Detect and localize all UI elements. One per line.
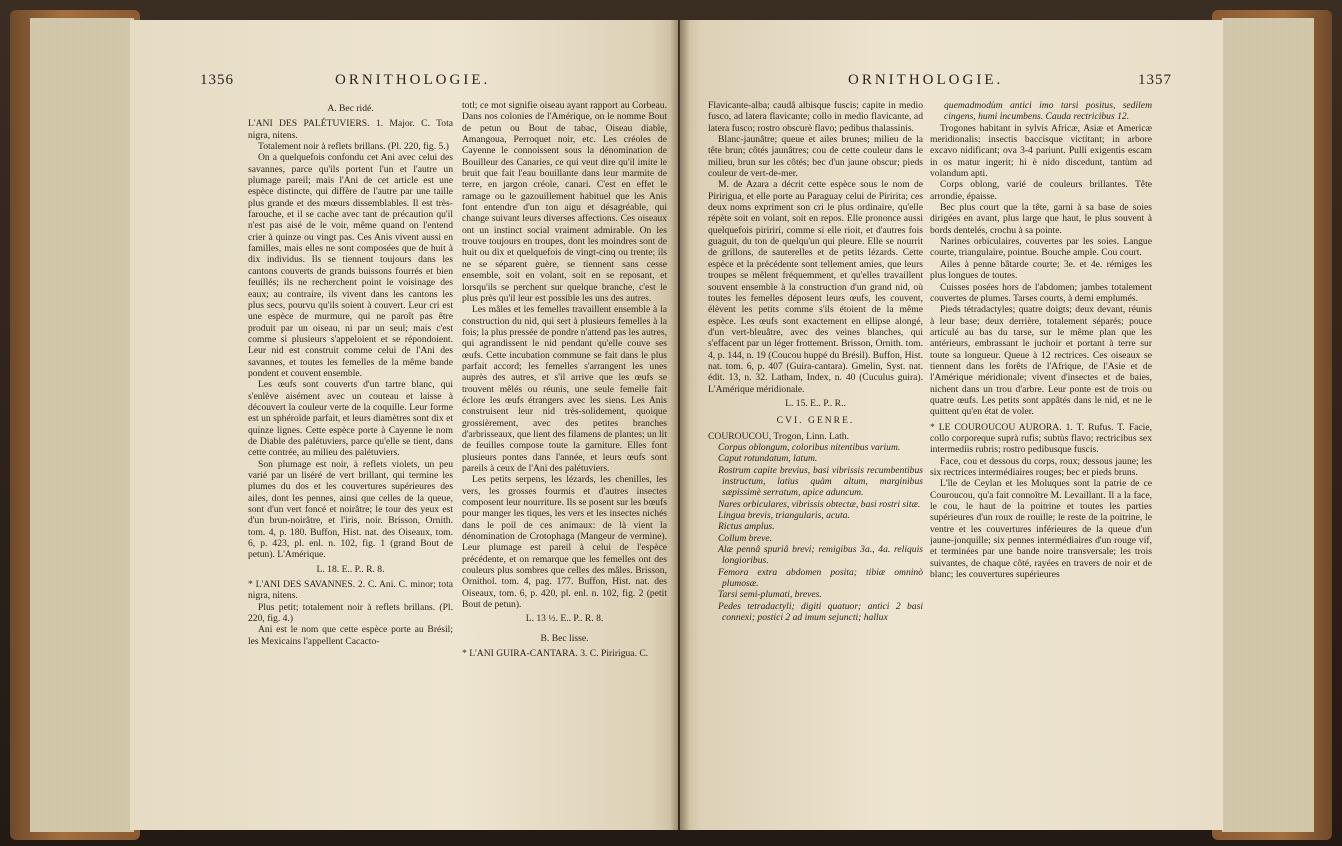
paragraph: Corps oblong, varié de couleurs brillantes. Tête arrondie, épaisse.: [930, 179, 1152, 202]
entry-couroucou-aurora: * LE COUROUCOU AURORA. 1. T. Rufus. T. Facie, collo corporeque suprà rufis; subtùs flavo; rectricibus sex intermediis rubris; rostro pedibusque fuscis.: [930, 421, 1152, 456]
paragraph: Son plumage est noir, à reflets violets, un peu varié par un liséré de vert brillant, qui termine les plumes du dos et les couvertures supérieures des ailes, dont les pennes, ainsi que celles de la queue, sont d'un vert foncé et noirâtre; le tour des yeux est d'un brun-noirâtre, et l'iris, noir. Brisson, Ornith. tom. 4, p. 180. Buffon, Hist. nat. des Oiseaux, tom. 6, p. 423, pl. enl. n. 102, fig. 1 (grand Bout de petun). L'Amérique.: [248, 458, 453, 561]
paragraph: Les œufs sont couverts d'un tartre blanc, qui s'enlève aisément avec un couteau et laisse à découvert la couleur verte de la coquille. Leur forme est un sphéroïde parfait, et leurs diamètres sont dix et quinze lignes. Cette espèce porte à Cayenne le nom de Diable des palétuviers, parce qu'elle se tient, dans cette contrée, au milieu des palétuviers.: [248, 379, 453, 459]
subsection-heading: B. Bec lisse.: [540, 632, 589, 644]
paragraph: Totalement noir à reflets brillans. (Pl. 220, fig. 5.): [258, 141, 449, 153]
left-running-title: ORNITHOLOGIE.: [335, 72, 491, 88]
paragraph: Plus petit; totalement noir à reflets brillans. (Pl. 220, fig. 4.): [248, 601, 453, 625]
right-page-header: [680, 72, 1223, 94]
latin-line: Femora extra abdomen posita; tibiæ omninò plumosæ.: [718, 566, 923, 590]
latin-line: Lingua brevis, triangularis, acuta.: [718, 510, 850, 522]
right-running-title: ORNITHOLOGIE.: [848, 72, 1004, 88]
locality-code: L. 15. E.. P.. R..: [785, 397, 846, 409]
paragraph: Ani est le nom que cette espèce porte au Brésil; les Mexicains l'appellent Cacacto-: [248, 624, 453, 647]
right-page-edges: [1222, 18, 1314, 832]
left-page: [130, 20, 678, 830]
right-page: [680, 20, 1223, 830]
genus-heading: CVI. GENRE.: [776, 415, 855, 427]
paragraph: Pieds tétradactyles; quatre doigts; deux devant, réunis à leur base; deux derrière, totalement séparés; pouce articulé au bas du tarse, sur le même plan que les antérieurs, embrassant le juchoir et portant à terre sur toute sa longueur. Queue à 12 rectrices. Ces oiseaux se tiennent dans les forêts de l'Afrique, de l'Asie et de l'Amérique méridionale; vivent d'insectes et de baies, nichent dans un trou d'arbre. Leur ponte est de trois ou quatre œufs. Les petits sont appâtés dans le nid, et ne le quittent qu'en état de voler.: [930, 304, 1152, 418]
entry-ani-paletuviers: L'ANI DES PALÉTUVIERS. 1. Major. C. Tota nigra, nitens.: [248, 118, 453, 141]
locality-code: L. 13 ½. E.. P.. R. 8.: [525, 613, 604, 625]
book-gutter: [670, 20, 690, 830]
paragraph: Cuisses posées hors de l'abdomen; jambes totalement couvertes de plumes. Tarses courts, à demi emplumés.: [930, 281, 1152, 304]
latin-line: Rictus amplus.: [718, 521, 775, 533]
paragraph: L'île de Ceylan et les Moluques sont la patrie de ce Couroucou, qu'a fait connoître M. Levaillant. Il a la face, le cou, le haut de la poitrine et toutes les parties supérieures d'un roux de rouille; le reste de la poitrine, le ventre et les couvertures inférieures de la queue d'un jaune-jonquille; six pennes intermédiaires d'un rouge vif, et terminées par une bande noire transversale; les trois suivantes, de chaque côté, rayées en travers de noir et de blanc; les couvertures supérieures: [930, 478, 1152, 581]
entry-ani-savannes: * L'ANI DES SAVANNES. 2. C. Ani. C. minor; tota nigra, nitens.: [248, 579, 453, 602]
latin-line: Nares orbiculares, vibrissis obtectæ, basi rostri sitæ.: [718, 498, 921, 510]
right-column-1: [708, 100, 923, 623]
entry-couroucou: COUROUCOU, Trogon, Linn. Lath.: [708, 430, 849, 442]
left-page-number: 1356: [200, 72, 234, 88]
right-column-2: [930, 100, 1152, 580]
left-page-edges: [30, 18, 134, 832]
paragraph: Trogones habitant in sylvis Africæ, Asiæ et Americæ meridionalis; insectis baccisque victitant; in arbore excavo nidificant; ova 3-4 pariunt. Pulli exigentis escam in os matur ingerit; hi è nido discedunt, tantùm ad volandum apti.: [930, 122, 1152, 180]
paragraph: Flavicante-alba; caudâ albisque fuscis; capite in medio fusco, ad latera flavicante; collo in medio flavicante, ad latera fusco; rostro obscurè flavo; pedibus thalassinis.: [708, 100, 923, 134]
right-page-number: 1357: [1138, 72, 1172, 88]
left-column-1: [248, 100, 453, 647]
paragraph: Ailes à penne bâtarde courte; 3e. et 4e. rémiges les plus longues de toutes.: [930, 258, 1152, 282]
paragraph: On a quelquefois confondu cet Ani avec celui des savannes, parce qu'ils portent l'un et l'autre un plumage pareil; mais l'Ani de cet article est une espèce distincte, qui diffère de l'autre par une taille plus grande et des mœurs dissemblables. Il est très-farouche, et il se cache avec tant de précaution qu'il n'est pas aisé de le voir, même quand on l'entend crier à quinze ou vingt pas. Ces Anis vivent aussi en familles, mais elles ne sont composées que de huit à dix individus. Ils se tiennent toujours dans les cantons couverts de grands buissons fourrés et bien feuillés; ils ne recherchent point le voisinage des eaux; au contraire, ils vivent dans les cantons les plus secs, pourvu qu'ils soient à couvert. Leur cri est une espèce de murmure, qui ne paroît pas être produit par un oiseau, ni par un seul; mais c'est comme si plusieurs s'appeloient et se répondoient. Leur nid est construit comme celui de l'Ani des savannes, et toutes les femelles de la même bande pondent et couvent ensemble.: [248, 152, 453, 379]
latin-line: Caput rotundatum, latum.: [718, 453, 818, 465]
latin-line: Pedes tetradactyli; digiti quatuor; antici 2 basi connexi; postici 2 ad imum sejuncti; hallux: [718, 600, 923, 624]
paragraph: Bec plus court que la tête, garni à sa base de soies dirigées en avant, plus large que haut, le plus souvent à bords dentelés, crochu à sa pointe.: [930, 202, 1152, 236]
paragraph: M. de Azara a décrit cette espèce sous le nom de Piririgua, et elle porte au Paraguay celui de Piririta; ces deux noms expriment son cri le plus ordinaire, qu'elle répète soit en volant, soit en repos. Elle prononce aussi quelquefois piririrí, comme si elle rioit, et d'autres fois guaguit, du ton de quelqu'un qui pleure. Elle se nourrit de grillons, de sauterelles et de petits lézards. Cette espèce et la précédente sont tellement amies, que leurs troupes se mêlent fréquemment, et qu'elles travaillent souvent ensemble à la construction d'un grand nid, où toutes les femelles déposent leurs œufs, les couvent, élèvent les petits comme s'ils étoient de la même espèce. Les œufs sont exactement en ellipse alongé, d'un vert-bleuâtre, avec des veines blanches, qui s'effacent par un léger frottement. Brisson, Ornith. tom. 4, p. 144, n. 19 (Coucou huppé du Brésil). Buffon, Hist. nat. tom. 6, p. 407 (Guira-cantara). Gmelin, Syst. nat. édit. 13, n. 32. Latham, Index, n. 40 (Cuculus guira). L'Amérique méridionale.: [708, 179, 923, 395]
paragraph: Blanc-jaunâtre; queue et ailes brunes; milieu de la tête brun; côtés jaunâtres; cou de cette couleur dans le milieu, brun sur les côtés; bec d'un jaune obscur; pieds couleur de vert-de-mer.: [708, 134, 923, 180]
paragraph: totl; ce mot signifie oiseau ayant rapport au Corbeau. Dans nos colonies de l'Amérique, on le nomme Bout de petun ou Bout de tabac, Oiseau diable, Amangoua, Perroquet noir, etc. Les créoles de Cayenne le connoissent sous la dénomination de Bouilleur des Canaries, ce qui veut dire qu'il imite le bruit que fait l'eau bouillante dans leur marmite de terre, en jargon créole, canari. C'est en effet le ramage ou le gazouillement habituel que les Anis font entendre d'un ton aigu et désagréable, qui change suivant leurs diverses affections. Ces oiseaux ont un instinct social vraiment admirable. On les trouve toujours en troupes, dont les moindres sont de huit ou dix et quelquefois de vingt-cinq ou trente; ils ne se séparent guère, se tiennent sans cesse ensemble, soit en volant, soit en se reposant, et lorsqu'ils se perchent sur quelque branche, c'est le plus près qu'il leur est possible les uns des autres.: [462, 100, 667, 304]
paragraph: Les mâles et les femelles travaillent ensemble à la construction du nid, qui sert à plusieurs femelles à la fois; la plus pressée de pondre n'attend pas les autres, qui agrandissent le nid pendant qu'elle couve ses œufs. Cette incubation commune se fait dans le plus parfait accord; les femelles s'arrangent les unes auprès des autres, et s'il arrive que les œufs se trouvent mêlés ou réunis, une seule femelle fait éclore les œufs étrangers avec les siens. Les Anis construisent leur nid très-solidement, quoique grossièrement, avec des petites branches d'arbrisseaux, que lient des filamens de plantes; un lit de feuilles compose toute la garniture. Elles font plusieurs pontes dans l'année, et leurs œufs sont pareils à ceux de l'Ani des palétuviers.: [462, 304, 667, 474]
latin-line: Corpus oblongum, coloribus nitentibus varium.: [718, 441, 901, 453]
entry-ani-guira-cantara: * L'ANI GUIRA-CANTARA. 3. C. Piririgua. C.: [462, 648, 649, 660]
latin-line: Alæ pennâ spuriâ brevi; remigibus 3a., 4a. reliquis longioribus.: [718, 544, 923, 567]
paragraph: Face, cou et dessous du corps, roux; dessous jaune; les six rectrices intermédiaires rouges; bec et pieds bruns.: [930, 455, 1152, 478]
latin-line: Tarsi semi-plumati, breves.: [718, 589, 822, 601]
latin-line: Rostrum capite brevius, basi vibrissis recumbentibus instructum, latius quàm altum, marginibus sæpissimè serratum, apice aduncum.: [718, 464, 923, 499]
latin-line: Collum breve.: [718, 532, 772, 544]
latin-line: quemadmodùm antici imo tarsi positus, sedilem cingens, humi incumbens. Cauda rectricibus 12.: [944, 100, 1152, 123]
subsection-heading: A. Bec ridé.: [327, 103, 374, 114]
left-column-2: [462, 100, 667, 660]
left-page-header: [130, 72, 678, 94]
paragraph: Narines orbiculaires, couvertes par les soies. Langue courte, triangulaire, pointue. Bouche ample. Cou court.: [930, 236, 1152, 259]
locality-code: L. 18. E.. P.. R. 8.: [316, 563, 385, 575]
paragraph: Les petits serpens, les lézards, les chenilles, les vers, les grosses fourmis et d'autres insectes composent leur nourriture. Ils se posent sur les bœufs pour manger les tiques, les vers et les insectes nichés dans le poil de ces animaux: de là vient la dénomination de Crotophaga (Mangeur de vermine). Leur plumage est pareil à celui de l'espèce précédente, et on remarque que les femelles ont des couleurs plus sombres que celles des mâles. Brisson, Ornithol. tom. 4, pag. 177. Buffon, Hist. nat. des Oiseaux, tom. 6, p. 420, pl. enl. n. 102, fig. 2 (petit Bout de petun).: [462, 474, 667, 611]
